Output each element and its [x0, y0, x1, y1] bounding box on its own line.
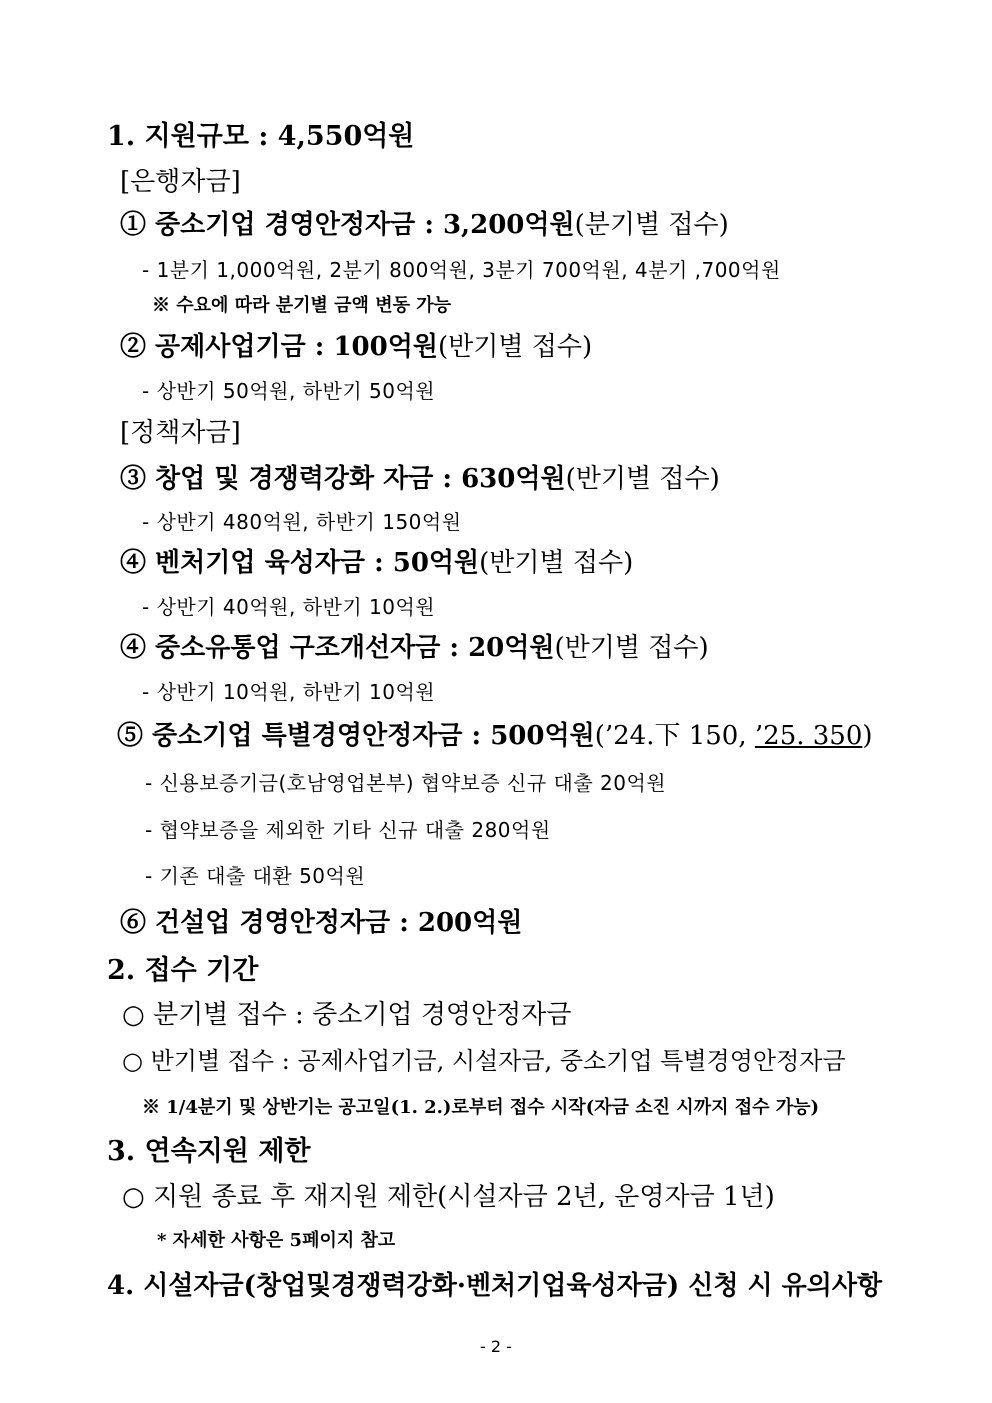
item-tail: (반기별 접수): [479, 548, 634, 578]
item-distribution-restructuring-fund: [120, 627, 709, 664]
quarterly-note: ※ 수요에 따라 분기별 금액 변동 가능: [152, 295, 452, 316]
item-sme-special-stability-fund: [117, 715, 873, 752]
special-breakdown-3: - 기존 대출 대환 50억원: [145, 864, 366, 888]
special-breakdown-2: - 협약보증을 제외한 기타 신규 대출 280억원: [145, 818, 551, 842]
item-venture-fund: [120, 542, 633, 579]
page-number: - 2 -: [480, 1337, 512, 1356]
item-mutual-aid-fund: [120, 326, 592, 363]
item-head: ⑤ 중소기업 특별경영안정자금 : 500억원: [117, 721, 595, 751]
section-4-title: 4. 시설자금(창업및경쟁력강화·벤처기업육성자금) 신청 시 유의사항: [107, 1271, 883, 1301]
section-1-title: 1. 지원규모 : 4,550억원: [107, 121, 415, 152]
item-head: ④ 벤처기업 육성자금 : 50억원: [120, 548, 480, 578]
item-tail: (’24.下 150,: [594, 721, 755, 751]
item-startup-competitiveness-fund: [120, 458, 720, 495]
item-head: ② 공제사업기금 : 100억원: [120, 332, 438, 362]
venture-breakdown: - 상반기 40억원, 하반기 10억원: [142, 595, 436, 619]
section-2-title: 2. 접수 기간: [107, 955, 259, 986]
item-head: ③ 창업 및 경쟁력강화 자금 : 630억원: [120, 464, 566, 494]
reapply-restriction-bullet: ○ 지원 종료 후 재지원 제한(시설자금 2년, 운영자금 1년): [122, 1182, 775, 1212]
item-tail: (반기별 접수): [565, 464, 720, 494]
bank-fund-header: [은행자금]: [120, 167, 241, 197]
item-construction-stability-fund: [120, 902, 522, 939]
item-tail-underlined: ’25. 350: [754, 721, 863, 751]
intake-note: ※ 1/4분기 및 상반기는 공고일(1. 2.)로부터 접수 시작(자금 소진 시까지 접수 가능): [142, 1097, 820, 1118]
distribution-breakdown: - 상반기 10억원, 하반기 10억원: [142, 680, 436, 704]
item-tail: (반기별 접수): [437, 332, 593, 362]
item-tail: (분기별 접수): [574, 210, 729, 240]
item-head: ⑥ 건설업 경영안정자금 : 200억원: [120, 908, 523, 938]
mutual-aid-breakdown: - 상반기 50억원, 하반기 50억원: [142, 379, 436, 403]
item-sme-stability-fund: [120, 204, 729, 241]
policy-fund-header: [정책자금]: [120, 418, 241, 448]
reference-note: * 자세한 사항은 5페이지 참고: [157, 1230, 396, 1251]
item-head: ④ 중소유통업 구조개선자금 : 20억원: [120, 633, 555, 663]
quarterly-intake-bullet: ○ 분기별 접수 : 중소기업 경영안정자금: [122, 1000, 572, 1030]
startup-breakdown: - 상반기 480억원, 하반기 150억원: [142, 510, 462, 534]
semiannual-intake-bullet: ○ 반기별 접수 : 공제사업기금, 시설자금, 중소기업 특별경영안정자금: [122, 1047, 846, 1075]
section-3-title: 3. 연속지원 제한: [107, 1136, 311, 1167]
item-tail: (반기별 접수): [554, 633, 709, 663]
item-tail-close: ): [862, 721, 873, 751]
quarterly-breakdown: - 1분기 1,000억원, 2분기 800억원, 3분기 700억원, 4분기 ,700억원: [142, 258, 781, 282]
item-head: ① 중소기업 경영안정자금 : 3,200억원: [120, 210, 575, 240]
special-breakdown-1: - 신용보증기금(호남영업본부) 협약보증 신규 대출 20억원: [145, 771, 667, 795]
